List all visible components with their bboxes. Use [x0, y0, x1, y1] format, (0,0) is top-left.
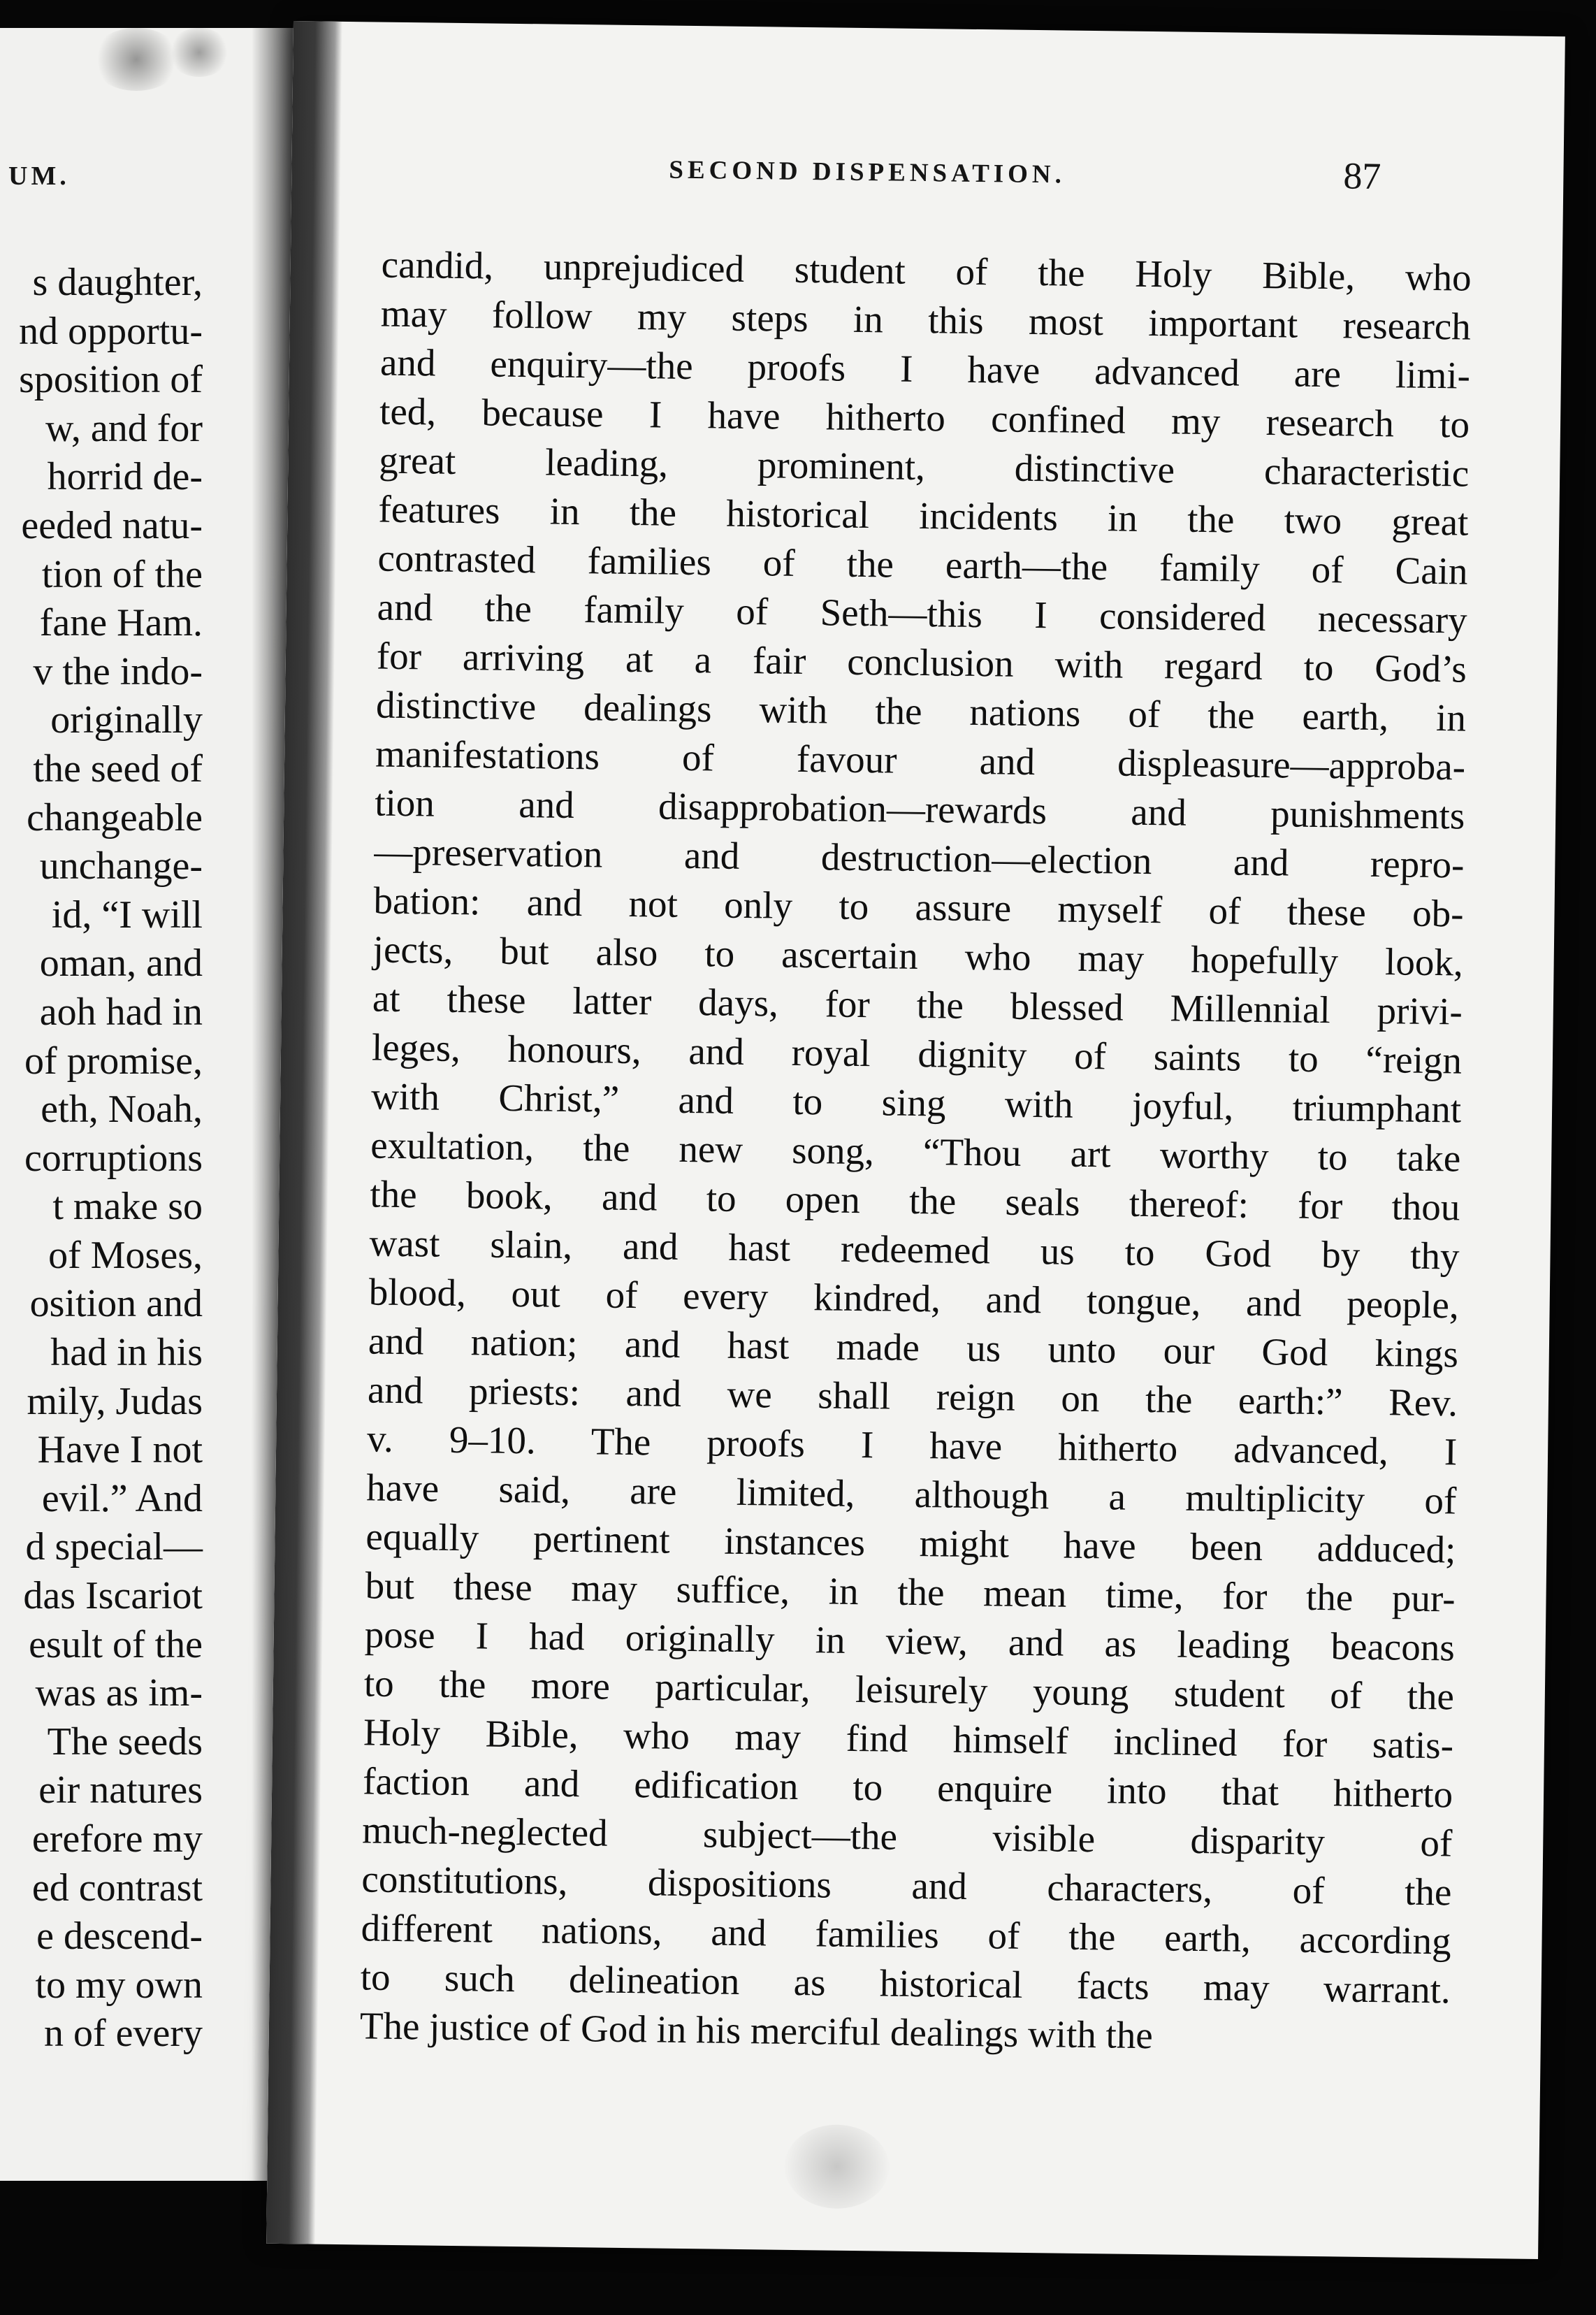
left-text-line: the seed of: [33, 747, 203, 791]
left-text-line: eeded natu-: [21, 503, 203, 547]
left-text-line: tion of the: [41, 552, 203, 596]
page-body-text: [360, 240, 1472, 2064]
left-text-line: id, “I will: [51, 893, 203, 937]
left-text-line: evil.” And: [41, 1476, 203, 1520]
left-text-line: was as im-: [35, 1671, 203, 1715]
text-line: wast slain, and hast redeemed us to God by thy: [369, 1221, 1460, 1278]
text-line: manifestations of favour and displeasure—approba-: [375, 732, 1466, 788]
left-running-head: UM.: [8, 161, 70, 191]
text-line: with Christ,” and to sing with joyful, triumphant: [370, 1074, 1462, 1131]
text-line: great leading, prominent, distinctive characteristic: [378, 438, 1470, 495]
left-text-line: to my own: [35, 1963, 203, 2007]
text-line: bation: and not only to assure myself of these ob-: [373, 879, 1464, 935]
text-line: jects, but also to ascertain who may hopefully look,: [372, 928, 1464, 984]
text-line: for arriving at a fair conclusion with regard to God’s: [376, 634, 1467, 691]
text-line: equally pertinent instances might have been adduced;: [365, 1515, 1456, 1571]
text-line: leges, honours, and royal dignity of saints to “reign: [371, 1025, 1463, 1082]
text-line: may follow my steps in this most important research: [380, 291, 1472, 348]
running-head: SECOND DISPENSATION.: [669, 155, 1066, 189]
text-line: Holy Bible, who may find himself inclined for satis-: [363, 1710, 1454, 1767]
ink-smudge: [168, 28, 231, 77]
left-text-line: e descend-: [36, 1914, 203, 1959]
text-line: v. 9–10. The proofs I have hitherto advanced, I: [366, 1417, 1458, 1473]
text-line: The justice of God in his merciful dealings with the: [359, 2004, 1154, 2057]
left-text-line: s daughter,: [32, 261, 203, 304]
text-line: and priests: and we shall reign on the earth:” Rev.: [367, 1368, 1458, 1425]
left-text-line: eth, Noah,: [41, 1088, 203, 1132]
text-line: —preservation and destruction—election and repro-: [374, 830, 1465, 886]
right-page: [266, 21, 1565, 2259]
text-line: candid, unprejudiced student of the Holy Bible, who: [381, 243, 1472, 299]
left-text-line: esult of the: [29, 1622, 203, 1666]
text-line: much-neglected subject—the visible disparity of: [362, 1808, 1453, 1865]
text-line: tion and disapprobation—rewards and punishments: [374, 781, 1465, 837]
left-text-line: The seeds: [47, 1719, 203, 1764]
left-text-line: ed contrast: [31, 1866, 203, 1910]
text-line: at these latter days, for the blessed Millennial privi-: [372, 976, 1463, 1033]
text-line: contrasted families of the earth—the family of Cain: [377, 536, 1468, 593]
ink-smudge: [91, 28, 182, 91]
left-text-line: eir natures: [38, 1768, 203, 1812]
left-text-line: sposition of: [19, 358, 203, 402]
text-line: exultation, the new song, “Thou art worthy to take: [370, 1123, 1461, 1180]
left-text-line: of Moses,: [48, 1233, 203, 1277]
left-text-line: das Iscariot: [23, 1574, 203, 1618]
text-line: blood, out of every kindred, and tongue, and people,: [368, 1270, 1460, 1327]
left-text-line: v the indo-: [33, 649, 203, 693]
text-line: faction and edification to enquire into that hitherto: [362, 1759, 1453, 1816]
left-text-line: had in his: [50, 1331, 203, 1375]
left-text-line: aoh had in: [39, 990, 203, 1034]
left-page-text: [19, 259, 203, 2058]
left-text-line: osition and: [29, 1282, 203, 1326]
text-line: constitutions, dispositions and characters, of the: [361, 1857, 1452, 1914]
left-text-line: originally: [50, 698, 203, 742]
text-line: features in the historical incidents in the two great: [378, 487, 1469, 544]
left-text-line: erefore my: [31, 1817, 203, 1861]
text-line: the book, and to open the seals thereof: for thou: [370, 1172, 1460, 1229]
text-line: different nations, and families of the earth, according: [361, 1906, 1451, 1963]
page-number: 87: [1343, 154, 1381, 198]
left-text-line: of promise,: [24, 1039, 203, 1083]
left-text-line: t make so: [52, 1185, 203, 1229]
left-text-line: n of every: [43, 2012, 203, 2056]
left-text-line: Have I not: [37, 1428, 203, 1472]
text-line: and the family of Seth—this I considered necessary: [377, 585, 1468, 642]
left-text-line: mily, Judas: [27, 1379, 203, 1423]
left-text-line: changeable: [27, 795, 203, 839]
left-text-line: horrid de-: [47, 455, 203, 499]
paper-stain: [784, 2124, 890, 2209]
text-line: have said, are limited, although a multiplicity of: [366, 1466, 1457, 1522]
text-line: distinctive dealings with the nations of the earth, in: [375, 683, 1467, 740]
text-line: ted, because I have hitherto confined my research to: [379, 389, 1470, 446]
text-line: and enquiry—the proofs I have advanced are limi-: [379, 340, 1471, 397]
left-text-line: unchange-: [39, 844, 203, 888]
text-line: but these may suffice, in the mean time, for the pur-: [365, 1564, 1456, 1620]
text-line: to such delineation as historical facts may warrant.: [360, 1955, 1451, 2012]
left-text-line: nd opportu-: [19, 309, 203, 353]
text-line: pose I had originally in view, and as leading beacons: [364, 1613, 1456, 1669]
left-text-line: d special—: [25, 1525, 203, 1569]
text-line: and nation; and hast made us unto our God kings: [368, 1319, 1459, 1376]
left-text-line: fane Ham.: [39, 601, 203, 645]
left-text-line: corruptions: [24, 1136, 203, 1180]
left-text-line: w, and for: [45, 406, 203, 450]
left-text-line: oman, and: [39, 942, 203, 986]
text-line: to the more particular, leisurely young student of the: [363, 1661, 1455, 1718]
